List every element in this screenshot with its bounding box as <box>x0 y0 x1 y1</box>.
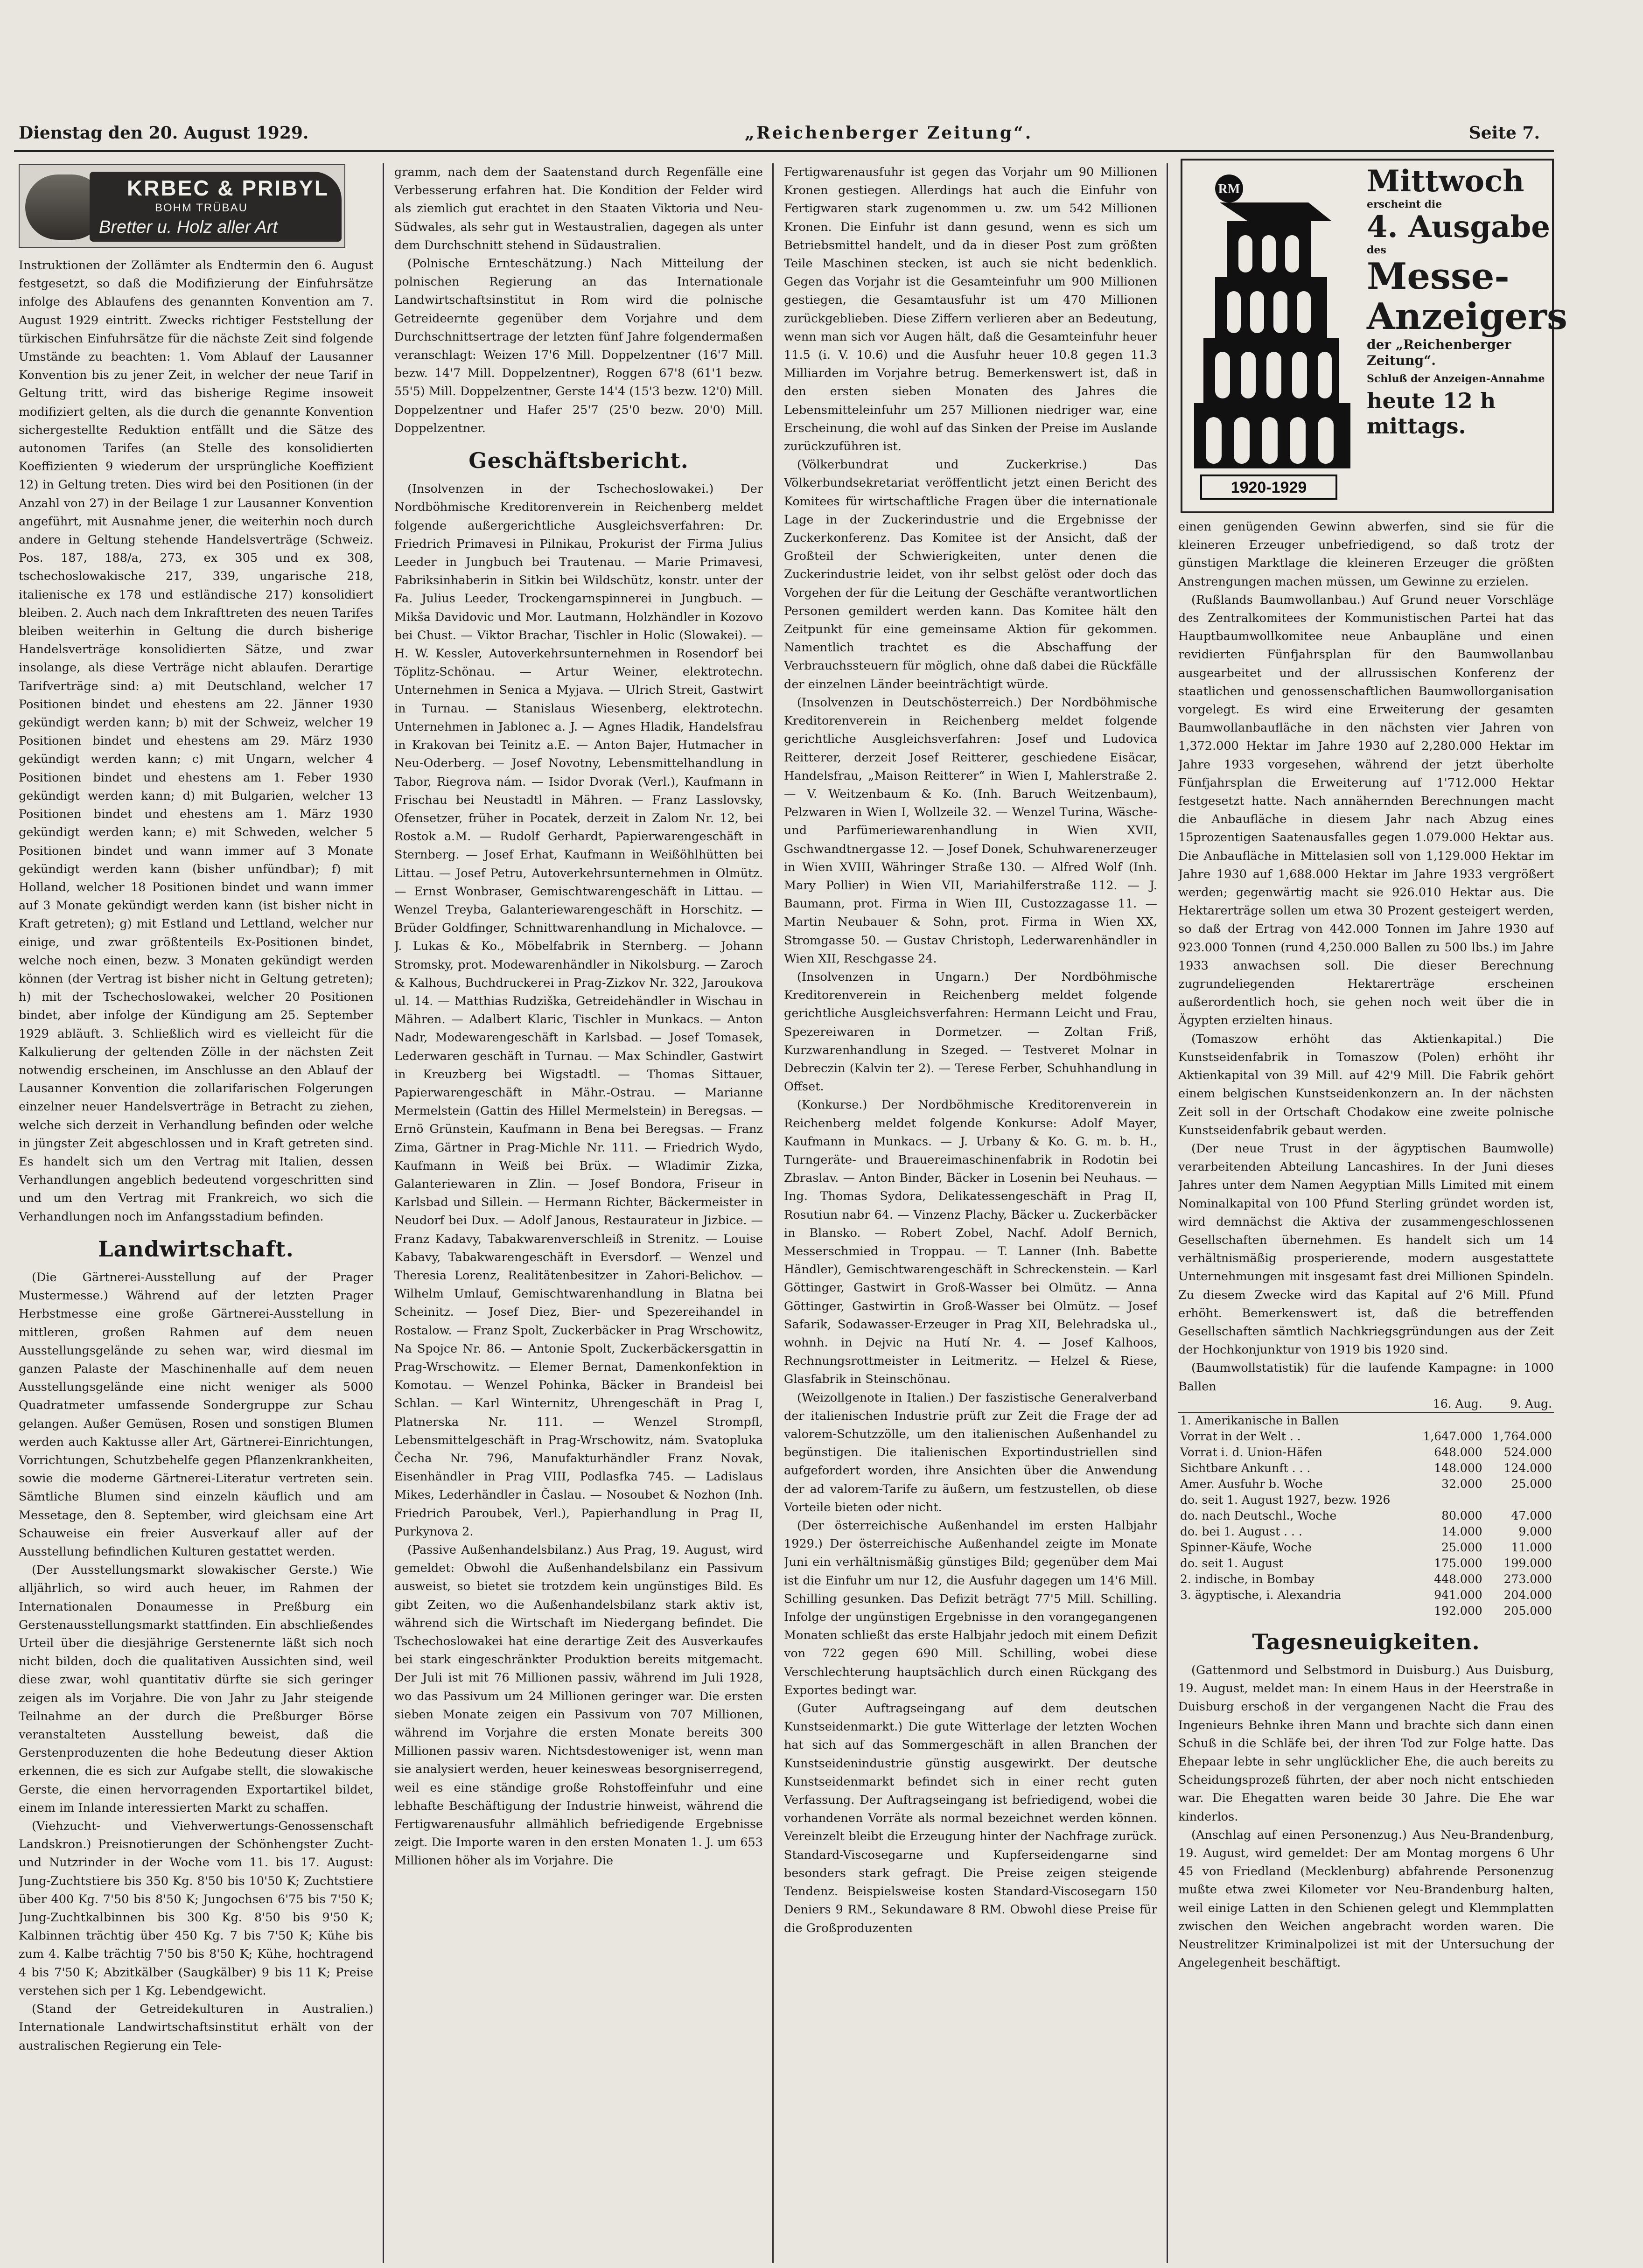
table-cell: do. seit 1. August <box>1180 1556 1284 1570</box>
article-sugar-crisis: (Völkerbundrat und Zuckerkrise.) Das Völkerbundsekretariat veröffentlicht jetzt einen Bericht des Komitees für wirtschaftliche Fragen über die internationale Lage in der Zuckerindustrie und die Ergebnisse der Zuckerkonferenz. Das Komitee ist der Ansicht, daß der Großteil der Schwierigkeiten, unter denen die Zuckerindustrie leidet, von ihr selbst gelöst oder doch das Vorgehen der für die Leitung der Geschäfte verantwortlichen Personen gemildert werden kann. Das Komitee hält den Zeitpunkt für eine gemeinsame Aktion für gekommen. Namentlich trachtet es die Abschaffung der Verbrauchssteuern für möglich, ohne daß dabei die Rückfälle der einzelnen Länder beeinträchtigt würde. <box>784 458 1157 691</box>
table-cell: do. seit 1. August 1927, bezw. 1926 <box>1180 1493 1391 1507</box>
page-header <box>19 119 1540 147</box>
article-russia-cotton: (Rußlands Baumwollanbau.) Auf Grund neuer Vorschläge des Zentralkomitees der Kommunistischen Partei hat das Hauptbaumwollkomitee neue Anbaupläne und einen revidierten Fünfjahrsplan für den Baumwollanbau ausgearbeitet und der allrussischen Konferenz der staatlichen und genossenschaftlichen Baumwollorganisation vorgelegt. Es wird eine Erweiterung der gesamten Baumwollanbaufläche in den nächsten vier Jahren von 1,372.000 Hektar im Jahre 1930 auf 2,280.000 Hektar im Jahre 1933 vorgesehen, während der jetzt überholte Fünfjahrsplan die Erweiterung auf 1'712.000 Hektar festgesetzt hatte. Nach annähernden Berechnungen macht die Anbaufläche in diesem Jahr nach Abzug eines 15prozentigen Saatenausfalles gegen 1.079.000 Hektar aus. Die Anbaufläche in Mittelasien soll von 1,129.000 Hektar im Jahre 1930 auf 1,688.000 Hektar im Jahre 1933 vergrößert werden; gegenwärtig macht sie 926.010 Hektar aus. Die Hektarerträge sollen um etwa 30 Prozent gesteigert werden, so daß der Ertrag von 442.000 Tonnen im Jahre 1930 auf 923.000 Tonnen (rund 4,250.000 Ballen zu 500 lbs.) im Jahre 1933 anwachsen soll. Die dieser Berechnung zugrundeliegenden Hektarerträge erscheinen außerordentlich hoch, sie gehen noch weit über die in Ägypten erzielten hinaus. <box>1178 593 1554 1028</box>
table-cell: 648.000 <box>1434 1445 1482 1459</box>
table-cell: 448.000 <box>1434 1572 1482 1586</box>
table-header-row <box>1178 1396 1554 1412</box>
article-trade-balance-cont: Fertigwarenausfuhr ist gegen das Vorjahr um 90 Millionen Kronen gestiegen. Allerdings hat auch die Einfuhr von Fertigwaren stark zugenommen u. zw. um 542 Millionen Kronen. Die Einfuhr ist dann gesund, wenn es sich um Betriebsmittel handelt, und da in dieser Post zum größten Teile Maschinen stecken, ist auch sie nicht bedenklich. Gegen das Vorjahr ist die Gesamteinfuhr um 900 Millionen gestiegen, die Gesamtausfuhr ist um 470 Millionen zurückgeblieben. Diese Ziffern verlieren aber an Bedeutung, wenn man sich vor Augen hält, daß die Gesamteinfuhr heuer 11.5 (i. V. 10.6) und die Ausfuhr heuer 10.8 gegen 11.3 Milliarden im Vorjahre betrug. Bemerkenswert ist, daß in den ersten sieben Monaten des Jahres die Lebensmitteleinfuhr um 257 Millionen niedriger war, eine Erscheinung, die wohl auf das Sinken der Preise im Auslande zurückzuführen ist. <box>784 165 1157 454</box>
krbec-name: KRBEC & PRIBYL <box>127 176 329 200</box>
table-cell: 80.000 <box>1441 1508 1482 1522</box>
table-cell: 1. Amerikanische in Ballen <box>1180 1413 1339 1427</box>
ad-line2: des <box>1367 244 1386 256</box>
table-header-cell: 9. Aug. <box>1484 1396 1554 1412</box>
ad-line1: erscheint die <box>1367 198 1442 210</box>
article-rayon-market: (Guter Auftragseingang auf dem deutschen Kunstseidenmarkt.) Die gute Witterlage der letzten Wochen hat sich auf das Sommergeschäft in allen Branchen der Kunstseidenindustrie günstig ausgewirkt. Der deutsche Kunstseidenmarkt befindet sich in einer recht guten Verfassung. Der Auftragseingang ist befriedigend, wobei die vorhandenen Vorräte als normal bezeichnet werden können. Vereinzelt bleibt die Erzeugung hinter der Nachfrage zurück. Standard-Viscosegarne und Kupferseidengarne sind besonders stark gefragt. Die Preise zeigen steigende Tendenz. Beispielsweise kosten Standard-Viscosegarn 150 Deniers 9 RM., Sekundaware 8 RM. Obwohl diese Preise für die Großproduzenten <box>784 1702 1157 1935</box>
table-row <box>1178 1476 1554 1492</box>
article-gardening-exhibit: (Die Gärtnerei-Ausstellung auf der Prager Mustermesse.) Während auf der letzten Prager Herbstmesse eine große Gärtnerei-Ausstellung in mittleren, großen Rahmen auf dem neuen Ausstellungsgelände zu sehen war, wird diesmal im ganzen Palaste der Maschinenhalle auf dem neuen Ausstellungsgelände eine nicht weniger als 5000 Quadratmeter umfassende Sondergruppe zur Schau gelangen. Außer Gemüsen, Rosen und sonstigen Blumen werden auch Kaktusse aller Art, Gärtnerei-Einrichtungen, Vorrichtungen, Schutzbehelfe gegen Pflanzenkrankheiten, sowie die moderne Gärtnerei-Literatur vertreten sein. Sämtliche Blumen sind einzeln käuflich und am Messetage, den 8. September, wird gleichsam eine Art Schauweise ein freier Ausverkauf aller auf der Ausstellung befindlichen Kulturen gestattet werden. <box>19 1270 373 1559</box>
article-egypt-cotton-trust: (Der neue Trust in der ägyptischen Baumwolle) verarbeitenden Abteilung Lancashires. In der Juni dieses Jahres unter dem Namen Aegyptian Mills Limited mit einem Nominalkapital von 100 Pfund Sterling gründet worden ist, wird demnächst die Aktiva der zusammengeschlossenen Gesellschaften übernehmen. Es handelt sich um 14 verhältnismäßig prosperierende, modern ausgestattete Unternehmungen mit insgesamt fast drei Millionen Spindeln. Zu diesem Zwecke wird das Kapital auf 2'6 Mill. Pfund erhöht. Bemerkenswert ist, daß die betreffenden Gesellschaften sämtlich Nachkriegsgründungen aus der Zeit der Hochkonjunktur von 1919 bis 1920 sind. <box>1178 1141 1554 1357</box>
table-cell: Sichtbare Ankunft . . . <box>1180 1461 1311 1475</box>
section-title-landwirtschaft: Landwirtschaft. <box>98 1236 294 1262</box>
table-row <box>1178 1445 1554 1460</box>
table-row <box>1178 1587 1554 1603</box>
table-cell: 9.000 <box>1518 1524 1552 1538</box>
krbec-ad <box>19 164 345 248</box>
table-row <box>1178 1460 1554 1476</box>
table-row <box>1178 1508 1554 1524</box>
table-cell: 148.000 <box>1434 1461 1482 1475</box>
article-duisburg: (Gattenmord und Selbstmord in Duisburg.) Aus Duisburg, 19. August, meldet man: In einem Haus in der Heerstraße in Duisburg erschoß in der vergangenen Nacht die Frau des Ingenieurs Behnke ihren Mann und brachte sich dann einen Schuß in die Schläfe bei, der ihren Tod zur Folge hatte. Das Ehepaar lebte in sehr unglücklicher Ehe, die auch bereits zu Scheidungsprozeß führten, der aber noch nicht entschieden war. Die Ehegatten waren beide 30 Jahre. Die Ehe war kinderlos. <box>1178 1663 1554 1824</box>
table-cell: 524.000 <box>1503 1445 1552 1459</box>
table-cell: 941.000 <box>1434 1588 1482 1602</box>
article-turkish-tariffs: Instruktionen der Zollämter als Endtermin den 6. August festgesetzt, so daß die Modifizierung der Einfuhrsätze infolge des Ablaufens des genannten Konvention am 7. August 1929 eintritt. Zwecks richtiger Feststellung der türkischen Einfuhrsätze für die nächste Zeit sind folgende Umstände zu beachten: 1. Vom Ablauf der Lausanner Konvention bis zu jener Zeit, in welcher der neue Tarif in Geltung tritt, wird das bisherige Regime insoweit modifiziert gelten, als die durch die genannte Konvention sichergestellte Reduktion entfällt und die Sätze des autonomen Tarifes (an Stelle des konsolidierten Koeffizienten 9 wiederum der ursprüngliche Koeffizient 12) in Geltung treten. Dies wird bei den Positionen (in der Anzahl von 27) in der Beilage 1 zur Lausanner Konvention angeführt, mit Ausnahme jener, die weiterhin noch durch andere in Geltung stehende Handelsverträge (Schweiz. Pos. 187, 188/a, 273, ex 305 und ex 308, tschechoslowakische 217, 339, ungarische 218, italienische ex 178 und estländische 217) konsolidiert bleiben. 2. Auch nach dem Inkrafttreten des neuen Tarifes bleiben weiterhin in Geltung die durch bisherige Handelsverträge konsolidierten Sätze, und zwar insolange, als diese Verträge nicht ablaufen. Derartige Tarifverträge sind: a) mit Deutschland, welcher 17 Positionen bindet und ehestens am 22. Jänner 1930 gekündigt werden kann; b) mit der Schweiz, welcher 19 Positionen bindet und ehestens am 29. März 1930 gekündigt werden kann; c) mit Ungarn, welcher 4 Positionen bindet und ehestens am 1. Feber 1930 gekündigt werden kann; d) mit Bulgarien, welcher 13 Positionen bindet und ehestens am 1. März 1930 gekündigt werden kann; e) mit Schweden, welcher 5 Positionen bindet und wann immer auf 3 Monate gekündigt werden kann (bisher unfündbar); f) mit Holland, welcher 18 Positionen bindet und wann immer auf 3 Monate gekündigt werden kann (ist bisher nicht in Kraft getreten); g) mit Estland und Lettland, welcher nur einige, und zwar größtenteils Ex-Positionen bindet, welche noch einen, bezw. 3 Monaten gekündigt werden können (der Vertrag ist bisher nicht in Geltung getreten); h) mit der Tschechoslowakei, welcher 20 Positionen bindet, aber infolge der Kündigung am 25. September 1929 abläuft. 3. Schließlich wird es vielleicht für die Kalkulierung der geltenden Zölle in der nächsten Zeit notwendig erscheinen, im Anschlusse an den Ablauf der Lausanner Konvention die zollarifarischen Folgerungen einzelner neuer Handelsverträge in Betracht zu ziehen, welche sich derzeit in Verhandlung befinden oder welche in jüngster Zeit abgeschlossen und in Kraft getreten sind. Es handelt sich um den Vertrag mit Italien, dessen Verhandlungen angeblich bedeutend vorgeschritten sind und um den Vertrag mit Frankreich, wo sich die Verhandlungen noch im Anfangsstadium befinden. <box>19 258 373 1224</box>
page-number: Seite 7. <box>1468 123 1540 143</box>
table-cell: 175.000 <box>1434 1556 1482 1570</box>
table-cell: Vorrat i. d. Union-Häfen <box>1180 1445 1323 1459</box>
article-polish-harvest: (Polnische Ernteschätzung.) Nach Mitteilung der polnischen Regierung an das Internationale Landwirtschaftsinstitut in Rom wird die polnische Getreideernte gegenüber dem Vorjahre und dem Durchschnittsertrage der letzten fünf Jahre folgendermaßen veranschlagt: Weizen 17'6 Mill. Doppelzentner (16'7 Mill. bezw. 14'7 Mill. Doppelzentner), Roggen 67'8 (61'1 bezw. 55'5) Mill. Doppelzentner, Gerste 14'4 (15'3 bezw. 12'0) Mill. Doppelzentner und Hafer 25'7 (25'0 bezw. 20'0) Mill. Doppelzentner. <box>394 257 763 435</box>
column-2 <box>394 163 763 2258</box>
table-cell <box>1414 1492 1484 1508</box>
article-italy-tariffs: (Weizollgenote in Italien.) Der faszistische Generalverband der italienischen Industrie prüft zur Zeit die Frage der ad valorem-Schutzzölle, um den italienischen Außenhandel zu begünstigen. Die italienischen Exportindustriellen sind aufgefordert worden, ihre Ansichten über die Anwendung der ad valorem-Tarife zu äußern, um festzustellen, ob diese Vorteile bieten oder nicht. <box>784 1390 1157 1514</box>
article-cotton-stats: (Baumwollstatistik) für die laufende Kampagne: in 1000 Ballen <box>1178 1361 1554 1394</box>
table-row <box>1178 1603 1554 1619</box>
krbec-banner <box>90 172 342 242</box>
table-cell: Vorrat in der Welt . . <box>1180 1429 1301 1443</box>
table-cell <box>1484 1492 1554 1508</box>
column-divider <box>383 163 384 2263</box>
article-austria-trade: (Der österreichische Außenhandel im ersten Halbjahr 1929.) Der österreichische Außenhandel zeigte im Monate Juni ein verhältnismäßig günstiges Bild; gegenüber dem Mai ist die Einfuhr um nur 12, die Ausfuhr dagegen um 14'6 Mill. Schilling gesunken. Das Defizit beträgt 77'5 Mill. Schilling. Infolge der ungünstigen Ergebnisse in den vorangegangenen Monaten schließt das erste Halbjahr jedoch mit einem Defizit von 722 gegen 690 Mill. Schilling, wobei diese Verschlechterung hauptsächlich durch einen Rückgang des Exportes bedingt war. <box>784 1519 1157 1697</box>
table-cell: 124.000 <box>1503 1461 1552 1475</box>
table-cell: 1,647.000 <box>1423 1429 1482 1443</box>
table-cell: 25.000 <box>1511 1477 1552 1491</box>
article-tomaszow: (Tomaszow erhöht das Aktienkapital.) Die Kunstseidenfabrik in Tomaszow (Polen) erhöht ihr Aktienkapital von 39 Mill. auf 42'9 Mill. Die Fabrik gehört einem belgischen Kunstseidenkonzern an. In der nächsten Zeit soll in der Ortschaft Chodakow eine zweite polnische Kunstseidenfabrik gebaut werden. <box>1178 1032 1554 1137</box>
table-row <box>1178 1540 1554 1556</box>
section-title-geschaeftsbericht: Geschäftsbericht. <box>468 448 689 474</box>
article-insolvencies-cz: (Insolvenzen in der Tschechoslowakei.) Der Nordböhmische Kreditorenverein in Reichenberg meldet folgende außergerichtliche Ausgleichsverfahren: Dr. Friedrich Primavesi in Pilnikau, Prokurist der Firma Julius Leeder in Jungbuch bei Trautenau. — Marie Primavesi, Fabriksinhaberin in Sitkin bei Wildschütz, konstr. unter der Fa. Julius Leeder, Trockengarnspinnerei in Jungbuch. — Mikša Davidovic und Mor. Lautmann, Holzhändler in Kozovo bei Chust. — Viktor Brachar, Tischler in Holic (Slowakei). — H. W. Kessler, Autoverkehrsunternehmen in Rosendorf bei Töplitz-Schönau. — Artur Weiner, elektrotechn. Unternehmen in Senica a Myjava. — Ulrich Streit, Gastwirt in Turnau. — Stanislaus Wiesenberg, elektrotechn. Unternehmen in Jablonec a. J. — Agnes Hladik, Handelsfrau in Krakovan bei Teinitz a.E. — Anton Bajer, Hutmacher in Neu-Oderberg. — Josef Novotny, Lebensmittelhandlung in Tabor, Riegrova nám. — Isidor Dvorak (Verl.), Kaufmann in Frischau bei Neustadtl in Mähren. — Franz Lasslovsky, Ofensetzer, früher in Pocatek, derzeit in Zalom Nr. 12, bei Rostok a.M. — Rudolf Gerhardt, Papierwarengeschäft in Sternberg. — Josef Erhat, Kaufmann in Weißöhlhütten bei Littau. — Josef Petru, Autoverkehrsunternehmen in Olmütz. — Ernst Wonbraser, Gemischtwarengeschäft in Littau. — Wenzel Treyba, Galanteriewarengeschäft in Horschitz. — Brüder Goldfinger, Schnittwarenhandlung in Michalovce. — J. Lukas & Ko., Möbelfabrik in Sternberg. — Johann Stromsky, prot. Modewarenhändler in Nikolsburg. — Zaroch & Kalhous, Buchdruckerei in Prag-Zizkov Nr. 322, Jaroukova ul. 14. — Matthias Rudziška, Getreidehändler in Wischau in Mähren. — Adalbert Klaric, Tischler in Munkacs. — Anton Nadr, Modewarengeschäft in Karlsbad. — Josef Tomasek, Lederwaren geschäft in Turnau. — Max Schindler, Gastwirt in Kreuzberg bei Wigstadtl. — Thomas Sittauer, Papierwarengeschäft in Mähr.-Ostrau. — Marianne Mermelstein (Gattin des Hillel Mermelstein) in Beregsas. — Ernö Grünstein, Kaufmann in Bena bei Beregsas. — Franz Zima, Gärtner in Prag-Michle Nr. 111. — Friedrich Wydo, Kaufmann in Weiß bei Brüx. — Wladimir Zizka, Galanteriewaren in Zlin. — Josef Bondora, Friseur in Karlsbad und Sillein. — Hermann Richter, Bäckermeister in Neudorf bei Dux. — Adolf Janous, Restaurateur in Jizbice. — Franz Kadavy, Tabakwarenverschleiß in Strenitz. — Louise Kabavy, Tabakwarengeschäft in Eversdorf. — Wenzel und Theresia Lorenz, Realitätenbesitzer in Zahori-Belichov. — Wilhelm Umlauf, Gemischtwarenhandlung in Blatna bei Scheinitz. — Josef Diez, Bier- und Spezereihandel in Rostalow. — Franz Spolt, Zuckerbäcker in Prag Wrschowitz, Na Spojce Nr. 86. — Antonie Spolt, Zuckerbäckersgattin in Prag-Wrschowitz. — Elemer Bernat, Damenkonfektion in Komotau. — Wenzel Pohinka, Bäcker in Brandeisl bei Schlan. — Karl Winternitz, Uhrengeschäft in Prag I, Platnerska Nr. 111. — Wenzel Strompfl, Lebensmittelgeschäft in Prag-Wrschowitz, nám. Svatopluka Čecha Nr. 796, Manufakturhändler Franz Novak, Eisenhändler in Prag VIII, Podlasfka 745. — Ladislaus Mikes, Lederhändler in Časlau. — Nosoubet & Nozhon (Inh. Friedrich Paroubek, Verl.), Papierhandlung in Prag II, Purkynova 2. <box>394 482 763 1539</box>
article-trade-balance: (Passive Außenhandelsbilanz.) Aus Prag, 19. August, wird gemeldet: Obwohl die Außenhandelsbilanz ein Passivum ausweist, so bietet sie trotzdem kein ungünstiges Bild. Es gibt Zeiten, wo die Außenhandelsbilanz stark aktiv ist, während sich die Wirtschaft im Niedergang befindet. Die Tschechoslowakei hat eine derartige Zeit des Ausverkaufes bei stark eingeschränkter Produktion bereits mitgemacht. Der Juli ist mit 76 Millionen passiv, während im Juli 1928, wo das Passivum um 24 Millionen geringer war. Die ersten sieben Monate zeigen ein Passivum von 707 Millionen, während im Vorjahre die ersten Monate bereits 300 Millionen passiv waren. Nichtsdestoweniger ist, wenn man sie analysiert werden, heuer keinesweas besorgniserregend, weil es eine ständige große Rohstoffeinfuhr und eine lebhafte Beschäftigung der Industrie hinweist, während die Fertigwarenausfuhr allmählich befriedigende Ergebnisse zeigt. Die Importe waren in den ersten Monaten 1. J. um 653 Millionen höher als im Vorjahre. Die <box>394 1543 763 1868</box>
table-cell: 205.000 <box>1503 1604 1552 1618</box>
newspaper-title: „Reichenberger Zeitung“. <box>744 123 1033 143</box>
section-title-tagesneuigkeiten: Tagesneuigkeiten. <box>1252 1629 1480 1654</box>
ad-line4: Schluß der Anzeigen-Annahme <box>1367 373 1545 385</box>
header-rule <box>14 150 1554 152</box>
table-cell: 47.000 <box>1511 1508 1552 1522</box>
table-cell: Amer. Ausfuhr b. Woche <box>1180 1477 1323 1491</box>
table-cell: 199.000 <box>1503 1556 1552 1570</box>
article-insolvencies-hu: (Insolvenzen in Ungarn.) Der Nordböhmische Kreditorenverein in Reichenberg meldet folgende gerichtliche Ausgleichsverfahren: Hermann Leicht und Frau, Spezereiwaren in Dormetzer. — Zoltan Friß, Kurzwarenhandlung in Szeged. — Testveret Molnar in Debreczin (Kalvin ter 2). — Terese Ferber, Schuhhandlung in Offset. <box>784 970 1157 1094</box>
article-livestock-prices: (Viehzucht- und Viehverwertungs-Genossenschaft Landskron.) Preisnotierungen der Schönhengster Zucht- und Nutzrinder in der Woche vom 11. bis 17. August: Jung-Zuchtstiere bis 350 Kg. 8'50 bis 10'50 K; Zuchtstiere über 400 Kg. 7'50 bis 8'50 K; Jungochsen 6'75 bis 7'50 K; Jung-Zuchtkalbinnen bis 300 Kg. 8'50 bis 9'50 K; Kalbinnen trächtig über 450 Kg. 7 bis 7'50 K; Kühe bis zum 4. Kalbe trächtig 7'50 bis 8'50 K; Kühe, hochtragend 4 bis 7'50 K; Abzitkälber (Saugkälber) 9 bis 11 K; Preise verstehen sich per 1 Kg. Lebendgewicht. <box>19 1819 373 1998</box>
table-row <box>1178 1412 1554 1429</box>
table-cell: 14.000 <box>1441 1524 1482 1538</box>
ad-years: 1920-1929 <box>1231 479 1307 496</box>
table-cell: 273.000 <box>1503 1572 1552 1586</box>
article-australia-grain: (Stand der Getreidekulturen in Australien.) Internationale Landwirtschaftsinstitut erhält von der australischen Regierung ein Tele- <box>19 2002 373 2053</box>
ad-title-2: Anzeigers <box>1367 295 1567 338</box>
table-cell: 1,764.000 <box>1492 1429 1552 1443</box>
table-cell <box>1178 1603 1414 1619</box>
table-header-cell <box>1178 1396 1414 1412</box>
column-3 <box>784 163 1157 2258</box>
article-insolvencies-at: (Insolvenzen in Deutschösterreich.) Der Nordböhmische Kreditorenverein in Reichenberg meldet folgende gerichtliche Ausgleichsverfahren: Josef und Ludovica Reitterer, derzeit Josef Reitterer, geschiedene Eisäcar, Handelsfrau, „Maison Reitterer“ in Wien I, Mahlerstraße 2. — V. Weitzenbaum & Ko. (Inh. Baruch Weitzenbaum), Pelzwaren in Wien I, Wollzeile 32. — Wenzel Turina, Wäsche- und Parfümeriewarenhandlung in Wien XVII, Gschwandtnergasse 12. — Josef Donek, Schuhwarenerzeuger in Wien XVIII, Währinger Straße 130. — Alfred Wolf (Inh. Mary Pollier) in Wien VII, Mariahilferstraße 112. — J. Baumann, prot. Firma in Wien III, Custozzagasse 11. — Martin Neubauer & Sohn, prot. Firma in Wien XX, Stromgasse 50. — Gustav Christoph, Lederwarenhändler in Wien XII, Reschgasse 24. <box>784 695 1157 966</box>
table-cell: 204.000 <box>1503 1588 1552 1602</box>
table-cell: 32.000 <box>1441 1477 1482 1491</box>
messe-text <box>1367 164 1567 439</box>
article-rayon-cont: einen genügenden Gewinn abwerfen, sind sie für die kleineren Erzeuger unbefriedigend, so daß trotz der günstigen Marktlage die kleineren Erzeuger die größten Anstrengungen machen müssen, um Gewinne zu erzielen. <box>1178 520 1554 589</box>
rm-badge: RM <box>1218 182 1240 196</box>
krbec-slogan: Bretter u. Holz aller Art <box>99 217 278 237</box>
ad-deadline: heute 12 h mittags. <box>1367 388 1496 439</box>
article-bankruptcies: (Konkurse.) Der Nordböhmische Kreditorenverein in Reichenberg meldet folgende Konkurse: Adolf Mayer, Kaufmann in Munkacs. — J. Urbany & Ko. G. m. b. H., Turngeräte- und Brauereimaschinenfabrik in Rodotin bei Zbraslav. — Anton Binder, Bäcker in Losenin bei Neuhaus. — Ing. Thomas Sydora, Delikatessengeschäft in Prag II, Rosutiun nabr 64. — Vinzenz Plachy, Bäcker u. Zuckerbäcker in Blansko. — Robert Zobel, Nachf. Adolf Bernich, Messerschmied in Troppau. — T. Lanner (Inh. Babette Händler), Gemischtwarengeschäft in Schreckenstein. — Karl Göttinger, Gastwirt in Groß-Wasser bei Olmütz. — Anna Göttinger, Gastwirtin in Groß-Wasser bei Olmütz. — Josef Safarik, Sodawasser-Erzeuger in Prag XII, Belehradska ul., wohnh. in Dejvic na Hutí Nr. 4. — Josef Kalhoos, Rechnungsrottmeister in Leitmeritz. — Helzel & Riese, Glasfabrik in Steinschönau. <box>784 1098 1157 1387</box>
ad-title-1: Messe- <box>1367 255 1510 298</box>
article-australia-cont: gramm, nach dem der Saatenstand durch Regenfälle eine Verbesserung erfahren hat. Die Kondition der Felder wird als ziemlich gut erachtet in den Staaten Viktoria und Neu-Südwales, als sehr gut in Westaustralien, dagegen als unter dem Durchschnitt stehend in Südaustralien. <box>394 165 763 252</box>
article-barley-market: (Der Ausstellungsmarkt slowakischer Gerste.) Wie alljährlich, so wird auch heuer, im Rahmen der Internationalen Donaumesse in Preßburg ein Gerstenausstellungsmarkt stattfinden. Ein abschließendes Urteil über die diesjährige Gerstenernte läßt sich noch nicht bilden, doch die qualitativen Aussichten sind, weil diese zwar, wohl quantitativ dürfte sie sich geringer zeigen als im Vorjahre. Die von Jahr zu Jahr steigende Teilnahme an der durch die Preßburger Börse veranstalteten Ausstellung beweist, daß die Gerstenproduzenten die hohe Bedeutung dieser Aktion erkennen, die es sich zur Aufgabe stellt, die slowakische Gerste, die einen hervorragenden Exportartikel bildet, einem im Inlande interessierten Markt zu schaffen. <box>19 1563 373 1815</box>
table-cell: 3. ägyptische, i. Alexandria <box>1180 1588 1342 1602</box>
ad-issue: 4. Ausgabe <box>1367 209 1550 244</box>
table-cell <box>1414 1412 1484 1429</box>
table-cell: 25.000 <box>1441 1540 1482 1554</box>
column-divider <box>772 163 774 2263</box>
krbec-place: BOHM TRÜBAU <box>155 202 248 214</box>
cotton-stats-table <box>1178 1396 1554 1619</box>
table-row <box>1178 1524 1554 1540</box>
table-cell <box>1484 1412 1554 1429</box>
column-4 <box>1178 518 1554 2258</box>
table-cell: 11.000 <box>1511 1540 1552 1554</box>
issue-date: Dienstag den 20. August 1929. <box>19 123 309 143</box>
table-row <box>1178 1429 1554 1445</box>
table-row <box>1178 1571 1554 1587</box>
ad-day: Mittwoch <box>1367 164 1524 199</box>
table-cell: Spinner-Käufe, Woche <box>1180 1540 1312 1554</box>
fair-building-icon <box>1192 170 1364 506</box>
table-cell: do. bei 1. August . . . <box>1180 1524 1302 1538</box>
table-row <box>1178 1556 1554 1571</box>
table-cell: do. nach Deutschl., Woche <box>1180 1508 1337 1522</box>
column-1 <box>19 257 373 2258</box>
table-cell: 192.000 <box>1434 1604 1482 1618</box>
column-divider <box>1167 163 1168 2263</box>
messe-anzeiger-ad <box>1181 159 1567 513</box>
article-train-attack: (Anschlag auf einen Personenzug.) Aus Neu-Brandenburg, 19. August, wird gemeldet: Der am Montag morgens 6 Uhr 45 von Friedland (Mecklenburg) abfahrende Personenzug mußte etwa zwei Kilometer vor Neu-Brandenburg halten, weil einige Latten in den Schienen gelegt und Klemmplatten zwischen den Weichen angebracht worden waren. Die Neustrelitzer Kriminalpolizei ist mit der Untersuchung der Angelegenheit beschäftigt. <box>1178 1828 1554 1970</box>
table-cell: 2. indische, in Bombay <box>1180 1572 1314 1586</box>
table-row <box>1178 1492 1554 1508</box>
ad-line3: der „Reichenberger Zeitung“. <box>1367 337 1511 368</box>
table-header-cell: 16. Aug. <box>1414 1396 1484 1412</box>
